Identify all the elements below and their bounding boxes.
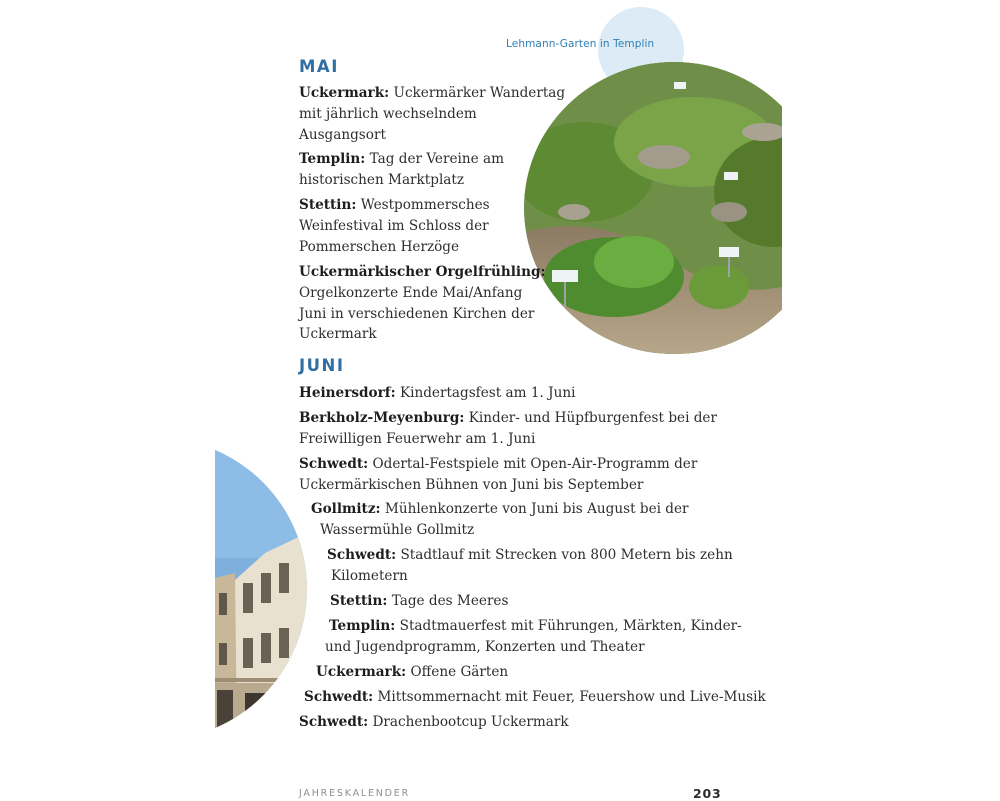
- event-text: Freiwilligen Feuerwehr am 1. Juni: [299, 430, 536, 447]
- event-entry: [299, 383, 575, 404]
- event-place: Gollmitz:: [311, 501, 381, 517]
- event-place: Schwedt:: [299, 456, 369, 472]
- event-entry: [299, 712, 569, 733]
- event-entry: [299, 454, 697, 496]
- event-text: Weinfestival im Schloss der: [299, 217, 489, 234]
- building-photo: [215, 438, 307, 740]
- event-place: Schwedt:: [299, 714, 369, 730]
- event-text: Wassermühle Gollmitz: [320, 521, 475, 538]
- event-text: Uckermärkischen Bühnen von Juni bis September: [299, 476, 644, 493]
- event-text: Ausgangsort: [299, 126, 386, 143]
- event-text: Pommerschen Herzöge: [299, 238, 460, 255]
- event-entry: [299, 195, 490, 257]
- event-place: Stettin:: [330, 593, 388, 609]
- building-illustration: [215, 438, 307, 740]
- event-text: Stadtmauerfest mit Führungen, Märkten, Kinder-: [399, 618, 742, 634]
- event-place: Uckermärkischer Orgelfrühling:: [299, 264, 546, 280]
- event-text: Tage des Meeres: [391, 593, 509, 609]
- event-text: Offene Gärten: [410, 664, 509, 680]
- month-heading-juni: JUNI: [299, 356, 345, 375]
- event-entry: [299, 408, 717, 450]
- event-place: Heinersdorf:: [299, 385, 396, 401]
- event-text: und Jugendprogramm, Konzerten und Theater: [325, 638, 645, 655]
- event-place: Uckermark:: [316, 664, 407, 680]
- event-text: historischen Marktplatz: [299, 171, 465, 188]
- event-text: Uckermark: [299, 326, 377, 343]
- event-text: Uckermärker Wandertag: [393, 85, 566, 101]
- event-entry: [299, 149, 504, 191]
- event-text: Westpommersches: [360, 197, 490, 213]
- event-place: Stettin:: [299, 197, 357, 213]
- event-place: Schwedt:: [327, 547, 397, 563]
- event-text: Orgelkonzerte Ende Mai/Anfang: [299, 284, 523, 301]
- event-entry: [304, 687, 766, 708]
- event-text: Mittsommernacht mit Feuer, Feuershow und Live-Musik: [377, 689, 766, 705]
- event-place: Schwedt:: [304, 689, 374, 705]
- event-entry: [316, 662, 508, 683]
- event-text: mit jährlich wechselndem: [299, 105, 477, 122]
- event-text: Juni in verschiedenen Kirchen der: [299, 305, 535, 322]
- event-text: Drachenbootcup Uckermark: [372, 714, 569, 730]
- event-entry: [299, 262, 546, 345]
- event-text: Stadtlauf mit Strecken von 800 Metern bis zehn: [400, 547, 733, 563]
- event-text: Kindertagsfest am 1. Juni: [399, 385, 576, 401]
- page-number: 203: [693, 786, 722, 801]
- event-place: Templin:: [329, 618, 396, 634]
- event-entry: [299, 83, 565, 145]
- event-entry: [325, 616, 742, 658]
- event-entry: [327, 545, 733, 587]
- event-place: Berkholz-Meyenburg:: [299, 410, 465, 426]
- event-place: Uckermark:: [299, 85, 390, 101]
- event-text: Mühlenkonzerte von Juni bis August bei der: [384, 501, 689, 517]
- event-place: Templin:: [299, 151, 366, 167]
- month-heading-mai: MAI: [299, 57, 339, 76]
- event-entry: [311, 499, 689, 541]
- event-text: Tag der Vereine am: [369, 151, 504, 167]
- event-entry: [330, 591, 508, 612]
- event-text: Kinder- und Hüpfburgenfest bei der: [468, 410, 717, 426]
- event-text: Odertal-Festspiele mit Open-Air-Programm der: [372, 456, 698, 472]
- running-footer-section: JAHRESKALENDER: [299, 788, 410, 799]
- photo-caption: Lehmann-Garten in Templin: [506, 38, 655, 50]
- event-text: Kilometern: [331, 567, 408, 584]
